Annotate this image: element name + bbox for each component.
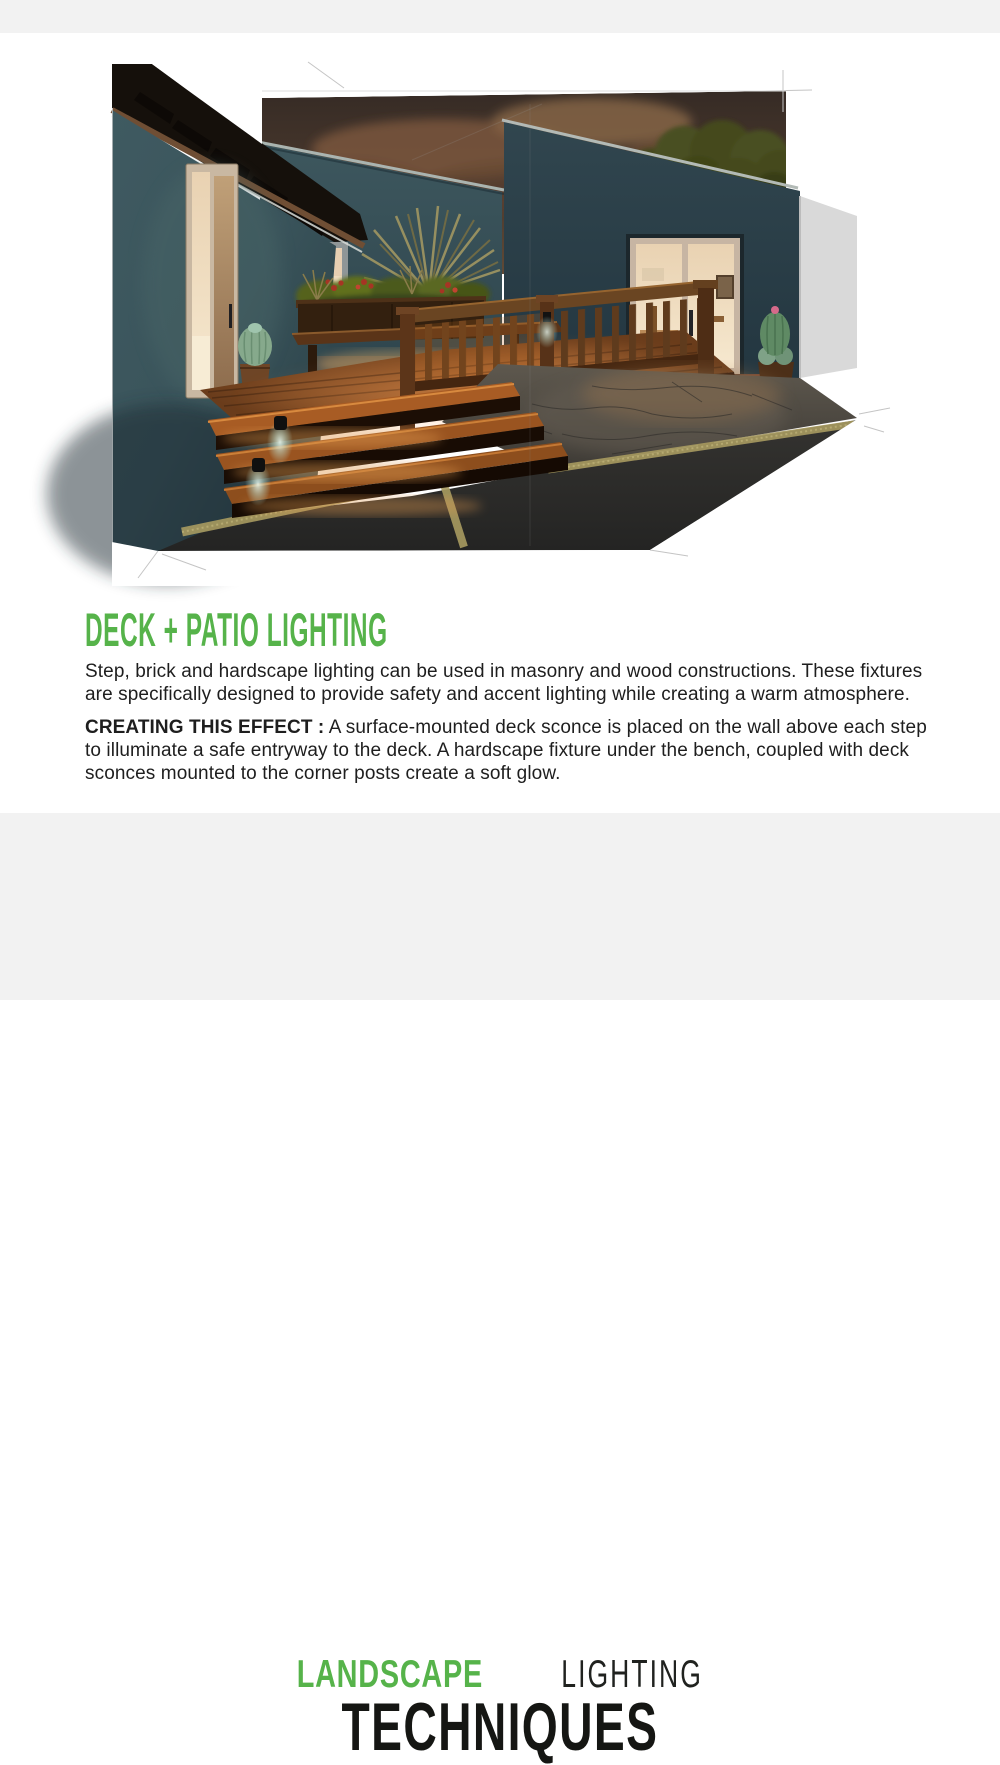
wall-sconce	[252, 458, 265, 472]
deck-scene-illustration	[112, 64, 872, 586]
entry-door	[186, 164, 238, 398]
brand-word-lighting: LIGHTING	[561, 1653, 704, 1696]
wall-cut-panel	[800, 196, 857, 378]
door-handle	[229, 304, 232, 328]
wall-sconce	[274, 416, 287, 430]
footer-title: TECHNIQUES	[341, 1689, 659, 1765]
section-title: DECK + PATIO LIGHTING	[85, 603, 388, 656]
effect-label: CREATING THIS EFFECT :	[85, 717, 325, 738]
intro-paragraph: Step, brick and hardscape lighting can be used in masonry and wood constructions. These fixtures are specifically designed to provide safety and accent lighting while creating a warm atmosphere.	[85, 661, 923, 705]
footer-band	[0, 813, 1000, 1765]
effect-text: A surface-mounted deck sconce is placed on the wall above each step to illuminate a safe entryway to the deck. A hardscape fixture under the bench, coupled with deck sconces mounted to the corner posts create a soft glow.	[85, 717, 927, 784]
post-sconce-glow	[536, 316, 558, 348]
brand-word-landscape: LANDSCAPE	[296, 1653, 483, 1696]
top-gray-band	[0, 0, 1000, 33]
effect-paragraph	[85, 716, 927, 785]
hero-render	[112, 64, 872, 586]
